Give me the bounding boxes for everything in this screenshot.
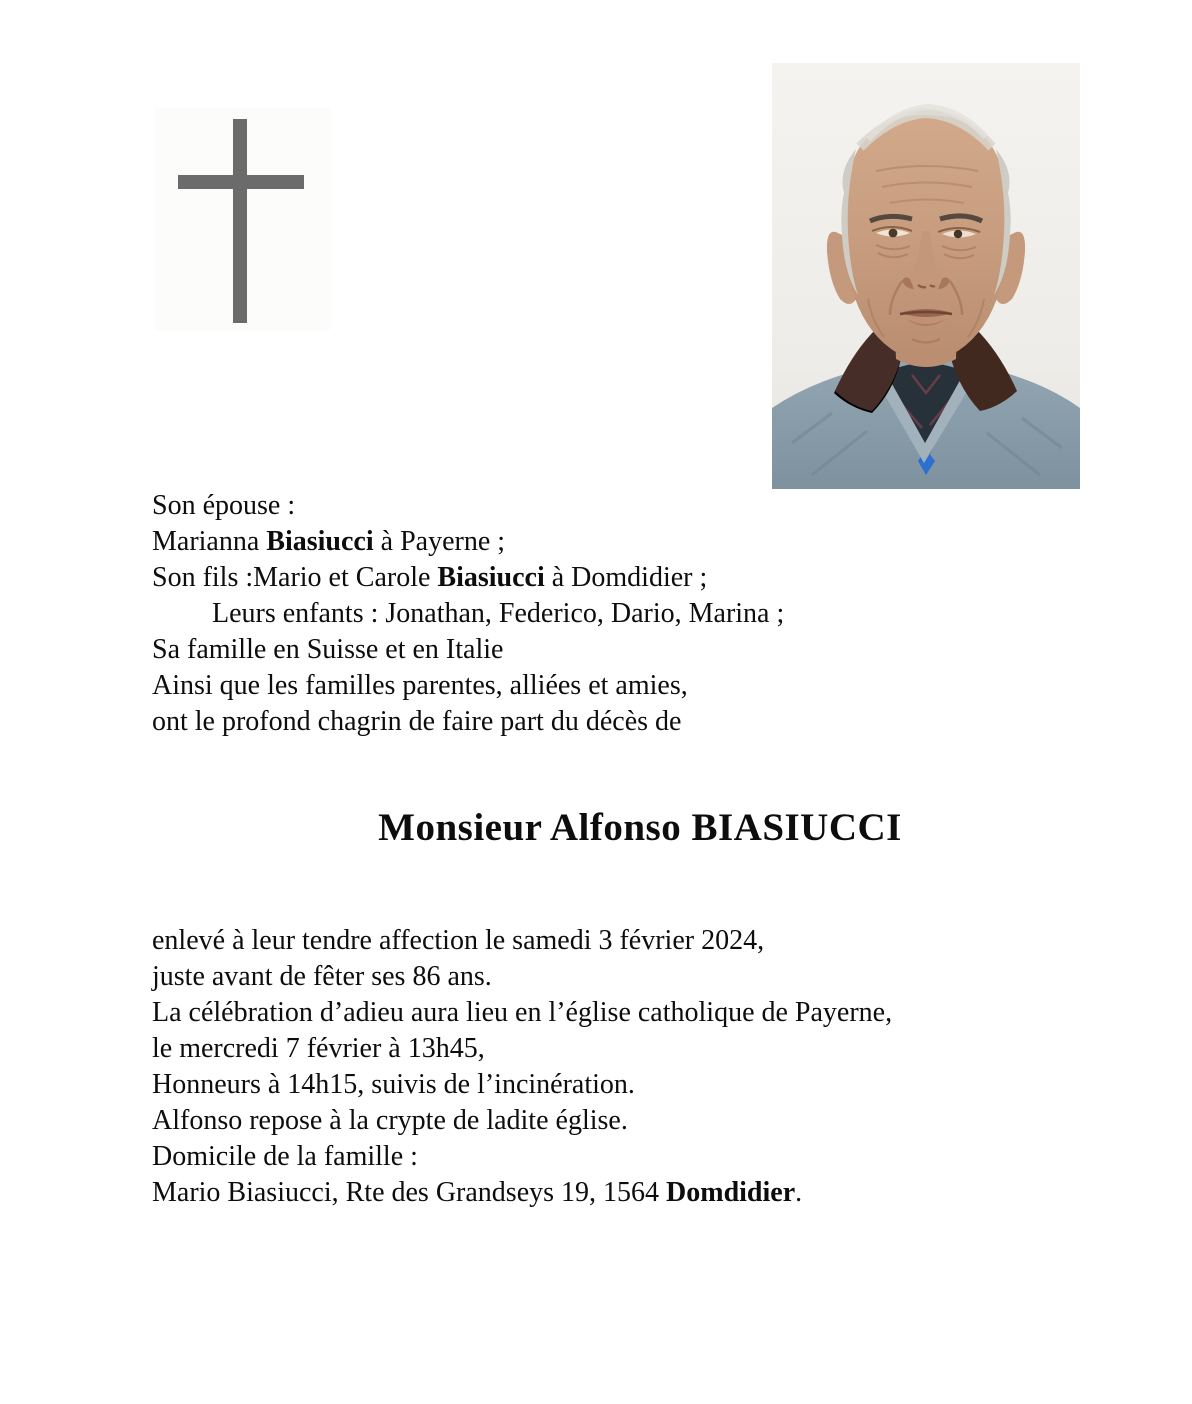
line-spouse-name: Marianna Biasiucci à Payerne ; xyxy=(152,526,506,557)
portrait-photo xyxy=(772,63,1080,489)
ceremony-details-block xyxy=(152,923,892,1211)
cross-vertical-bar xyxy=(233,119,247,323)
line-age: juste avant de fêter ses 86 ans. xyxy=(152,961,492,992)
portrait-photo-image xyxy=(772,63,1080,489)
line-family-address: Mario Biasiucci, Rte des Grandseys 19, 1564 Domdidier. xyxy=(152,1177,803,1208)
line-ceremony-place: La célébration d’adieu aura lieu en l’église catholique de Payerne, xyxy=(152,997,893,1028)
line-grief-statement: ont le profond chagrin de faire part du décès de xyxy=(152,706,682,737)
line-grandchildren: Leurs enfants : Jonathan, Federico, Dario, Marina ; xyxy=(212,598,785,629)
deceased-name-title: Monsieur Alfonso BIASIUCCI xyxy=(378,806,902,849)
family-announcement-block xyxy=(152,488,784,740)
cross-horizontal-bar xyxy=(178,175,304,189)
line-son: Son fils :Mario et Carole Biasiucci à Domdidier ; xyxy=(152,562,708,593)
line-ceremony-date: le mercredi 7 février à 13h45, xyxy=(152,1033,485,1064)
line-honors: Honneurs à 14h15, suivis de l’incinération. xyxy=(152,1069,635,1100)
deceased-name-title-wrap xyxy=(152,800,1128,864)
line-crypt: Alfonso repose à la crypte de ladite église. xyxy=(152,1105,628,1136)
line-spouse-label: Son épouse : xyxy=(152,490,296,521)
line-family-countries: Sa famille en Suisse et en Italie xyxy=(152,634,504,665)
line-death-date: enlevé à leur tendre affection le samedi 3 février 2024, xyxy=(152,925,765,956)
line-family-home-label: Domicile de la famille : xyxy=(152,1141,418,1172)
line-related-families: Ainsi que les familles parentes, alliées et amies, xyxy=(152,670,688,701)
memorial-cross-icon xyxy=(155,108,330,330)
